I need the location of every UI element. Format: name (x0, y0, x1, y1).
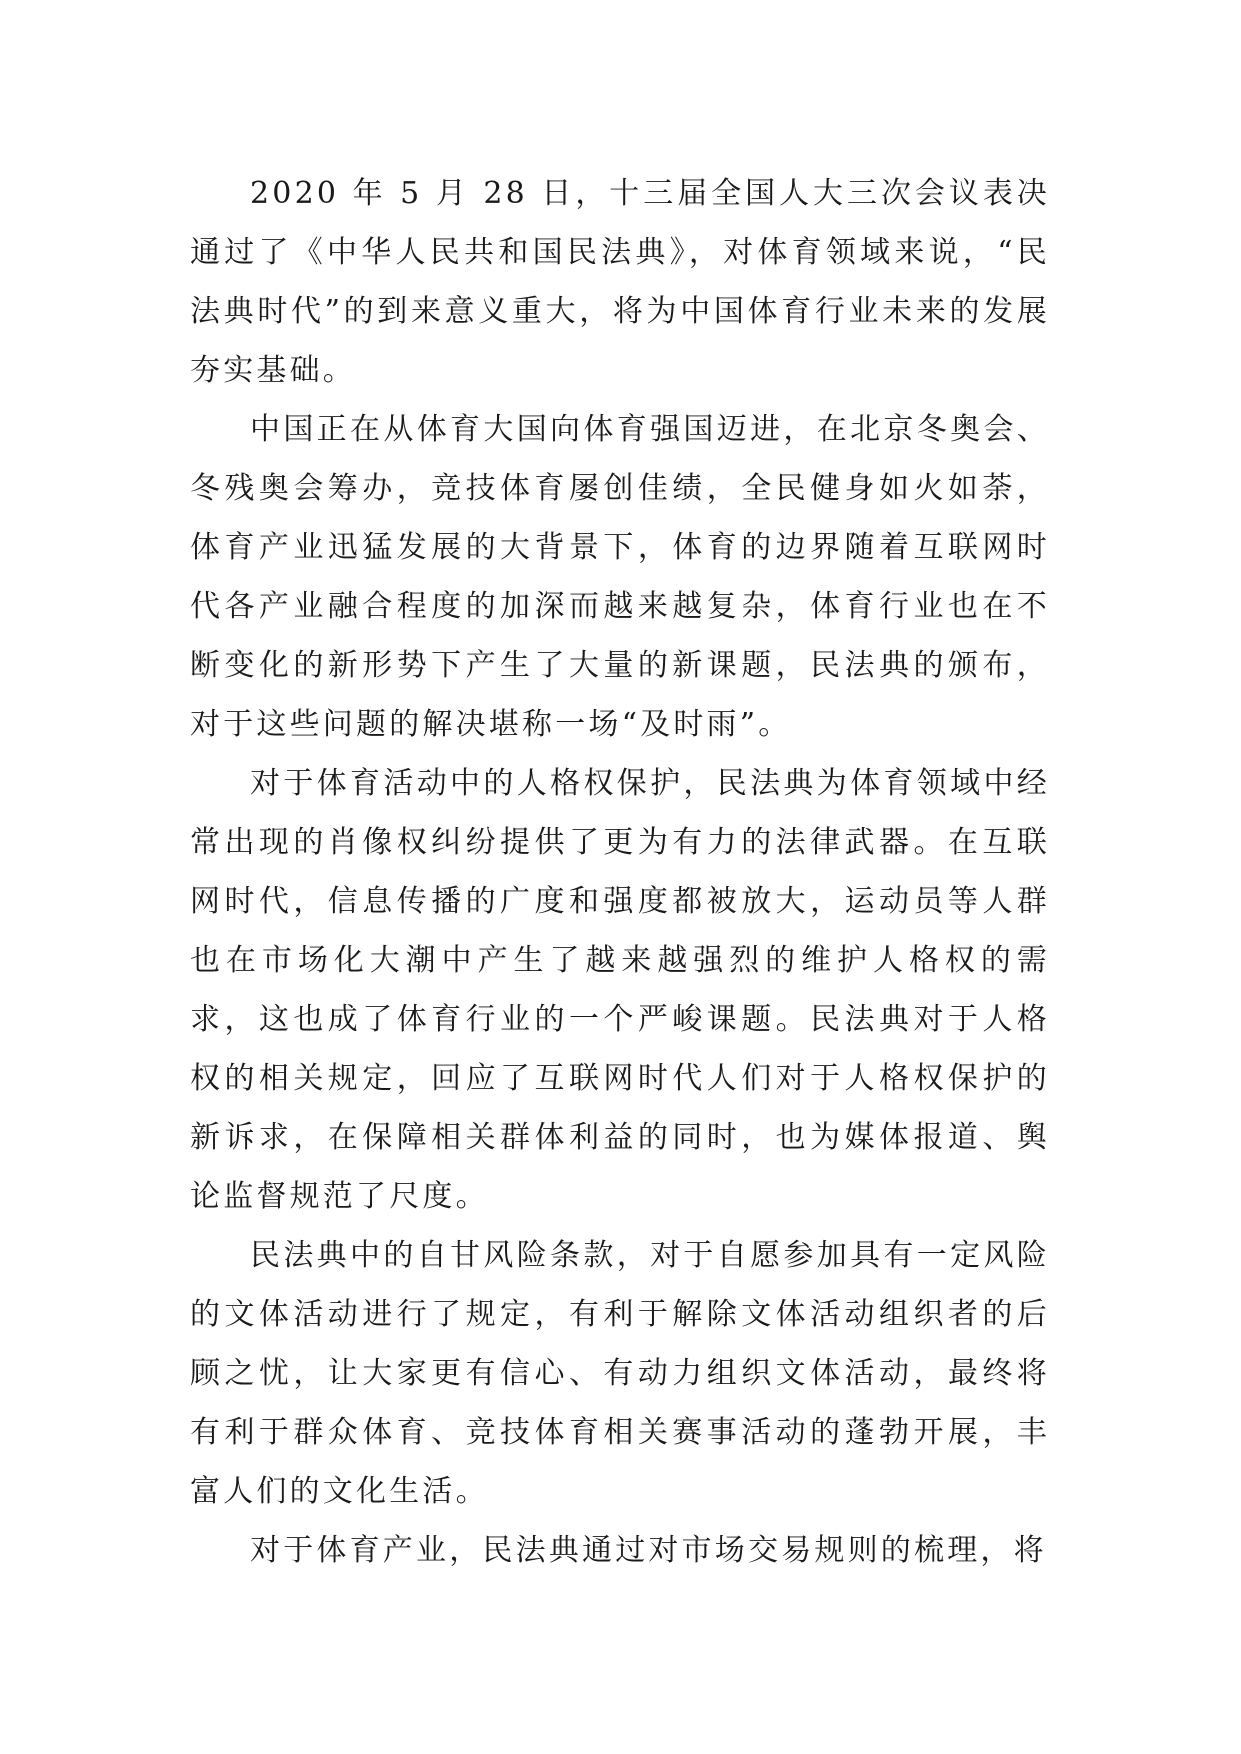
paragraph: 民法典中的自甘风险条款，对于自愿参加具有一定风险的文体活动进行了规定，有利于解除文体活动组织者的后顾之忧，让大家更有信心、有动力组织文体活动，最终将有利于群众体育、竞技体育相关赛事活动的蓬勃开展，丰富人们的文化生活。 (190, 1238, 1050, 1509)
paragraph: 对于体育活动中的人格权保护，民法典为体育领域中经常出现的肖像权纠纷提供了更为有力的法律武器。在互联网时代，信息传播的广度和强度都被放大，运动员等人群也在市场化大潮中产生了越来越强烈的维护人格权的需求，这也成了体育行业的一个严峻课题。民法典对于人格权的相关规定，回应了互联网时代人们对于人格权保护的新诉求，在保障相关群体利益的同时，也为媒体报道、舆论监督规范了尺度。 (190, 766, 1050, 1214)
paragraph: 中国正在从体育大国向体育强国迈进，在北京冬奥会、冬残奥会筹办，竞技体育屡创佳绩，全民健身如火如荼，体育产业迅猛发展的大背景下，体育的边界随着互联网时代各产业融合程度的加深而越来越复杂，体育行业也在不断变化的新形势下产生了大量的新课题，民法典的颁布，对于这些问题的解决堪称一场“及时雨”。 (190, 412, 1050, 742)
paragraph: 2020 年 5 月 28 日，十三届全国人大三次会议表决通过了《中华人民共和国民法典》，对体育领域来说，“民法典时代”的到来意义重大，将为中国体育行业未来的发展夯实基础。 (190, 176, 1050, 388)
document-body (190, 164, 1050, 1580)
paragraph: 对于体育产业，民法典通过对市场交易规则的梳理，将 (250, 1533, 1047, 1568)
